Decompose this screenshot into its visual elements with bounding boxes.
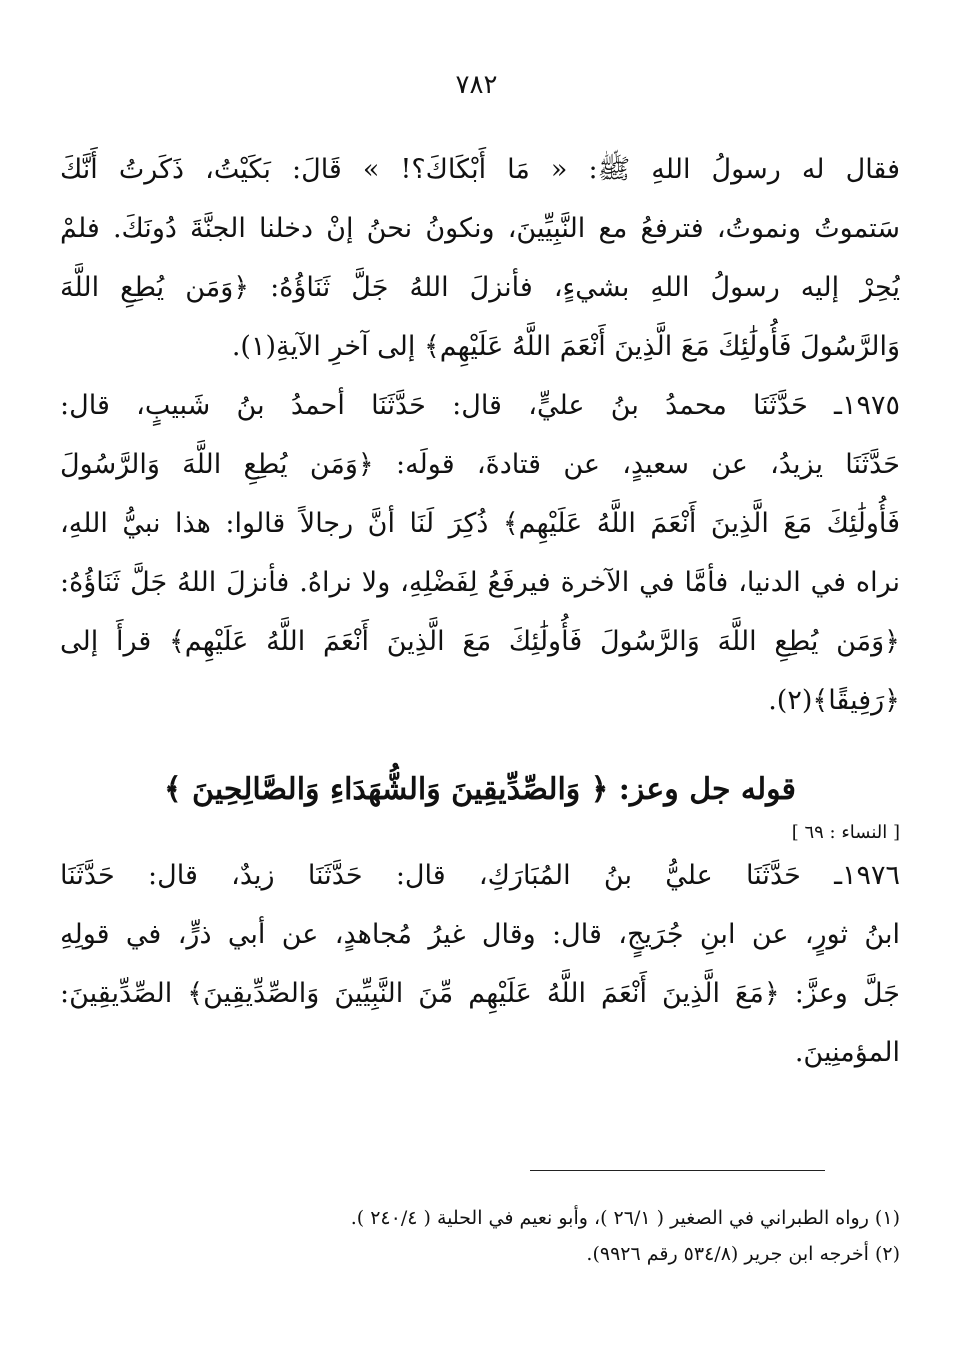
text-line: فَأُولَٰئِكَ مَعَ الَّذِينَ أَنْعَمَ اللَّهُ عَلَيْهِم﴾ ذُكِرَ لَنَا أنَّ رجالاً قالوا: هذا نبيُّ اللهِ، xyxy=(60,508,900,539)
text-line: يُحِرْ إليه رسولُ اللهِ بشيءٍ، فأنزلَ اللهُ جَلَّ ثَنَاؤُهُ: ﴿وَمَن يُطِعِ اللَّهَ xyxy=(60,272,900,303)
text-line: حَدَّثَنَا يزيدُ، عن سعيدٍ، عن قتادةَ، قولَه: ﴿وَمَن يُطِعِ اللَّهَ وَالرَّسُولَ xyxy=(60,449,900,480)
footnote-divider xyxy=(530,1170,825,1171)
paragraph-2 xyxy=(60,376,900,730)
text-line: ١٩٧٦ـ حَدَّثَنَا عليُّ بنُ المُبَارَكِ، قال: حَدَّثَنَا زيدٌ، قال: حَدَّثَنَا xyxy=(60,860,900,891)
text-line: ﴿وَمَن يُطِعِ اللَّهَ وَالرَّسُولَ فَأُولَٰئِكَ مَعَ الَّذِينَ أَنْعَمَ اللَّهُ عَلَيْهِم﴾ قرأَ إلى xyxy=(60,626,900,657)
spacer xyxy=(60,730,900,760)
text-line: ﴿رَفِيقًا﴾(٢). xyxy=(768,685,900,716)
footnote-2: (٢) أخرجه ابن جرير (٥٣٤/٨ رقم ٩٩٢٦). xyxy=(586,1243,900,1265)
section-heading: قوله جل وعز: ﴿ وَالصِّدِّيقِينَ وَالشُّهَدَاءِ وَالصَّالِحِينَ ﴾ xyxy=(163,772,796,807)
text-line: سَتموتُ ونموتُ، فترفعُ مع النَّبِيِّينَ، ونكونُ نحنُ إنْ دخلنا الجنَّةَ دُونَكَ. فلمْ xyxy=(60,213,900,244)
text-line: جَلَّ وعزَّ: ﴿مَعَ الَّذِينَ أَنْعَمَ اللَّهُ عَلَيْهِم مِّنَ النَّبِيِّينَ وَالصِّدِّيقِينَ﴾ الصِّدِّيقِينَ: xyxy=(60,978,900,1009)
text-line: ١٩٧٥ـ حَدَّثَنَا محمدُ بنُ عليٍّ، قال: حَدَّثَنَا أحمدُ بنُ شَبيبٍ، قال: xyxy=(60,390,900,421)
footnote-1: (١) رواه الطبراني في الصغير ( ٢٦/١ )، وأبو نعيم في الحلية ( ٢٤٠/٤ ). xyxy=(350,1207,900,1229)
text-line: ابنُ ثورٍ، عن ابنِ جُرَيجٍ، قال: وقال غيرُ مُجاهدٍ، عن أبي ذرٍّ، في قولِهِ xyxy=(60,919,900,950)
text-line: فقال له رسولُ اللهِ ﷺ: « مَا أَبْكَاكَ؟! » قَالَ: بَكَيْتُ، ذَكَرتُ أَنَّكَ xyxy=(60,154,900,185)
surah-reference: [ النساء : ٦٩ ] xyxy=(791,822,900,843)
page-number: ٧٨٢ xyxy=(455,70,498,100)
paragraph-3 xyxy=(60,846,900,1082)
text-line: نراه في الدنيا، فأمَّا في الآخرة فيرفَعُ لِفَضْلِهِ، ولا نراهُ. فأنزلَ اللهُ جَلَّ ثَنَاؤُهُ: xyxy=(60,567,900,598)
footnotes xyxy=(60,1200,900,1272)
text-line: وَالرَّسُولَ فَأُولَٰئِكَ مَعَ الَّذِينَ أَنْعَمَ اللَّهُ عَلَيْهِم﴾ إلى آخرِ الآيةِ(١). xyxy=(231,331,900,362)
text-line: المؤمنِينَ. xyxy=(794,1037,900,1068)
main-text xyxy=(60,140,900,1082)
paragraph-1 xyxy=(60,140,900,376)
